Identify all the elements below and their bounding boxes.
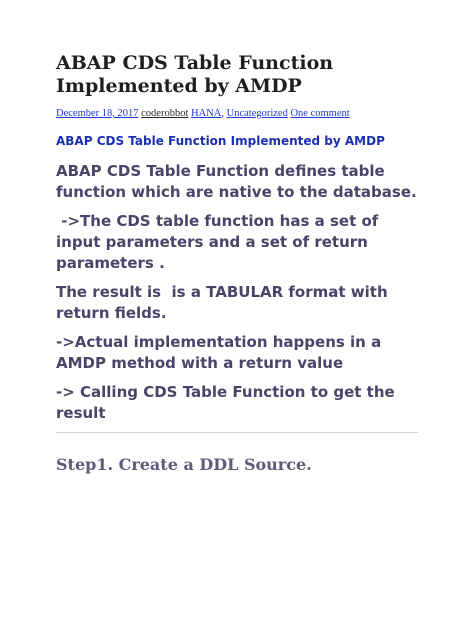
post-date-link[interactable]: December 18, 2017: [56, 108, 139, 119]
category-uncategorized-link[interactable]: Uncategorized: [226, 108, 288, 119]
comments-link[interactable]: One comment: [290, 108, 350, 119]
paragraph-5: -> Calling CDS Table Function to get the result: [56, 383, 400, 422]
post-meta: December 18, 2017 coderobbot HANA, Uncategorized One comment: [56, 108, 350, 119]
post-author-link[interactable]: coderobbot: [141, 108, 189, 119]
paragraph-4: ->Actual implementation happens in a AMDP method with a return value: [56, 333, 387, 372]
paragraph-2: ->The CDS table function has a set of input parameters and a set of return parameters .: [56, 212, 400, 272]
article-subheading: ABAP CDS Table Function Implemented by AMDP: [56, 134, 385, 148]
horizontal-divider: [56, 432, 418, 433]
article-title: ABAP CDS Table Function Implemented by AMDP: [56, 52, 334, 97]
category-hana-link[interactable]: HANA: [191, 108, 222, 119]
paragraph-3: The result is is a TABULAR format with return fields.: [56, 283, 393, 322]
step-heading: Step1. Create a DDL Source.: [56, 455, 312, 474]
paragraph-1: ABAP CDS Table Function defines table function which are native to the database.: [56, 162, 417, 201]
